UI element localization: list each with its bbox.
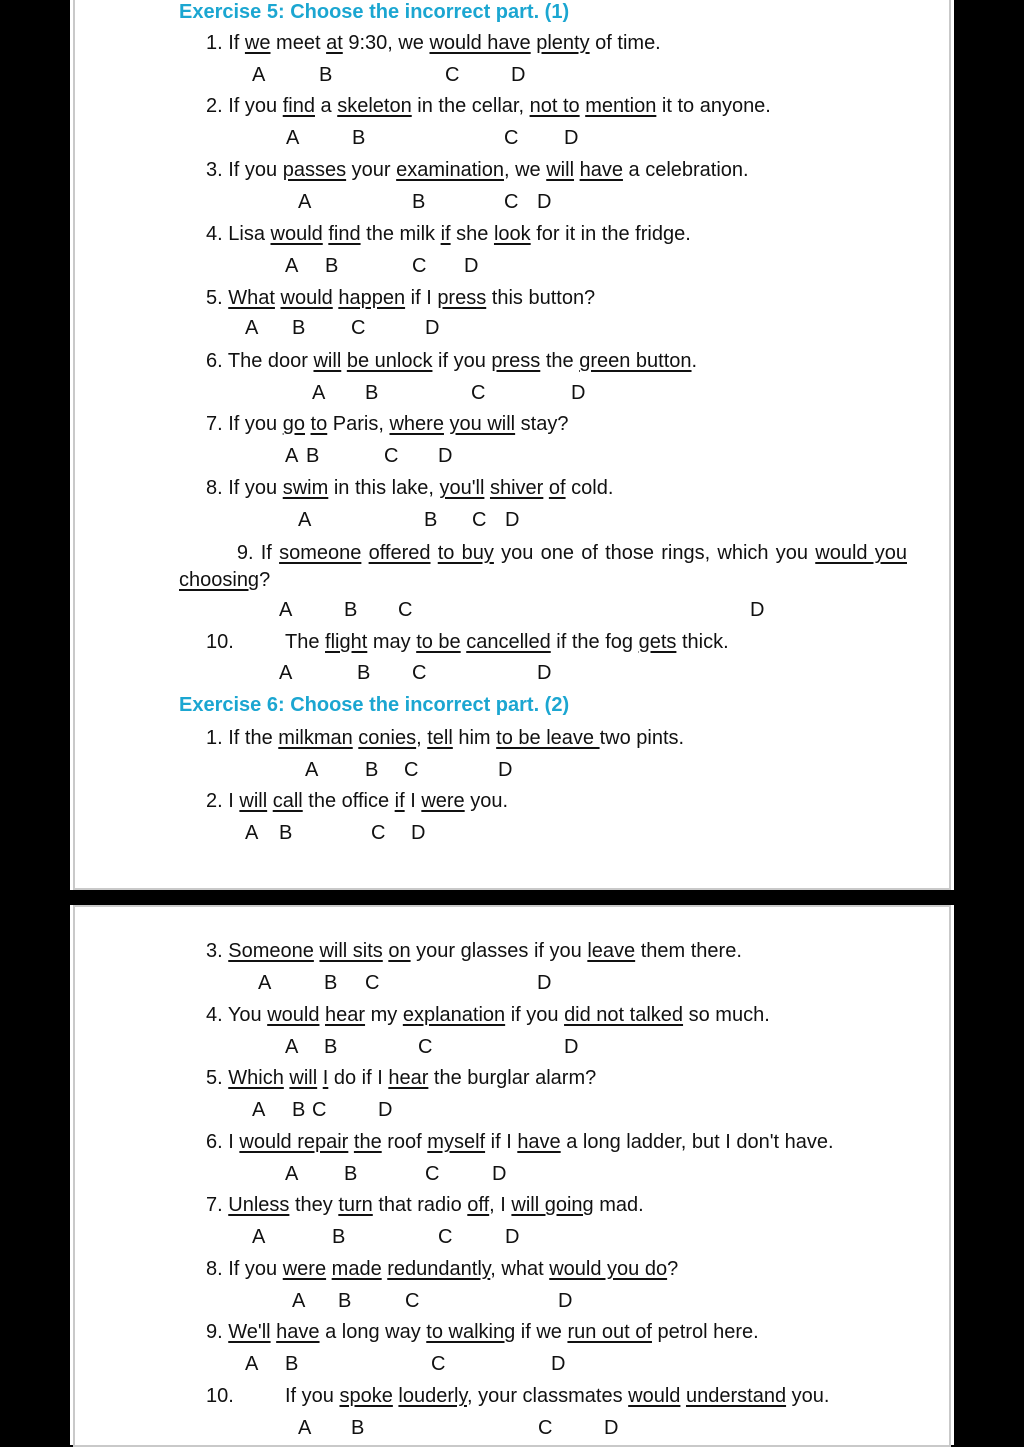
underlined-part: would bbox=[270, 223, 323, 245]
question-number: 6. bbox=[206, 350, 228, 372]
ex6-q2-label-b: B bbox=[279, 822, 293, 844]
underlined-part: you will bbox=[449, 413, 516, 435]
ex6-q8-question: 8. If you were made redundantly, what would you do? bbox=[206, 1258, 679, 1280]
ex5-q7-label-c: C bbox=[384, 445, 399, 467]
ex6-q4-label-d: D bbox=[564, 1036, 579, 1058]
page-1 bbox=[70, 0, 954, 890]
underlined-part: have bbox=[276, 1321, 320, 1343]
ex6-q5-label-a: A bbox=[252, 1099, 266, 1121]
ex5-q2-question: 2. If you find a skeleton in the cellar, not to mention it to anyone. bbox=[206, 95, 771, 117]
ex5-q2-label-a: A bbox=[286, 127, 300, 149]
ex5-q4-label-b: B bbox=[325, 255, 339, 277]
ex5-q7-label-b: B bbox=[306, 445, 320, 467]
ex6-q8-label-b: B bbox=[338, 1290, 352, 1312]
question-number: 6. bbox=[206, 1131, 229, 1153]
question-number: 8. bbox=[206, 1258, 229, 1280]
question-number: 9. bbox=[206, 1321, 229, 1343]
ex6-q3-label-c: C bbox=[365, 972, 380, 994]
ex5-q7-label-d: D bbox=[438, 445, 453, 467]
ex6-q5-label-d: D bbox=[378, 1099, 393, 1121]
ex5-q1-question: 1. If we meet at 9:30, we would have plenty of time. bbox=[206, 32, 661, 54]
ex5-q1-label-c: C bbox=[445, 64, 460, 86]
ex5-q5-label-b: B bbox=[292, 317, 306, 339]
ex6-q5-label-b: B bbox=[292, 1099, 306, 1121]
question-number: 1. bbox=[206, 727, 229, 749]
ex6-q6-label-b: B bbox=[344, 1163, 358, 1185]
ex6-q4-label-b: B bbox=[324, 1036, 338, 1058]
ex5-q10-label-c: C bbox=[412, 662, 427, 684]
ex5-q4-question: 4. Lisa would find the milk if she look for it in the fridge. bbox=[206, 223, 691, 245]
question-number: 3. bbox=[206, 159, 229, 181]
underlined-part: redundantly bbox=[387, 1258, 491, 1280]
underlined-part: mention bbox=[585, 95, 657, 117]
underlined-part: to bbox=[310, 413, 328, 435]
underlined-part: would you do bbox=[549, 1258, 668, 1280]
ex6-q1-question: 1. If the milkman conies, tell him to be leave two pints. bbox=[206, 727, 685, 749]
ex6-q10-label-a: A bbox=[298, 1417, 312, 1439]
ex5-q7-question: 7. If you go to Paris, where you will stay? bbox=[206, 413, 569, 435]
underlined-part: would repair bbox=[239, 1131, 349, 1153]
ex5-q6-label-a: A bbox=[312, 382, 326, 404]
question-number: 4. bbox=[206, 223, 229, 245]
ex6-q9-label-a: A bbox=[245, 1353, 259, 1375]
exercise-5-title: Exercise 5: Choose the incorrect part. (1) bbox=[179, 1, 570, 23]
ex5-q1-label-b: B bbox=[319, 64, 333, 86]
underlined-part: hear bbox=[388, 1067, 429, 1089]
ex5-q4-label-c: C bbox=[412, 255, 427, 277]
underlined-part: passes bbox=[282, 159, 347, 181]
ex5-q9-label-b: B bbox=[344, 599, 358, 621]
ex5-q1-label-d: D bbox=[511, 64, 526, 86]
ex6-q8-label-a: A bbox=[292, 1290, 306, 1312]
page-frame bbox=[73, 905, 951, 1447]
underlined-part: off bbox=[467, 1194, 490, 1216]
underlined-part: What bbox=[228, 287, 275, 309]
underlined-part: press bbox=[437, 287, 487, 309]
ex5-q4-label-d: D bbox=[464, 255, 479, 277]
underlined-part: shiver bbox=[489, 477, 544, 499]
underlined-part: to walking bbox=[426, 1321, 516, 1343]
ex5-q8-question: 8. If you swim in this lake, you'll shiver of cold. bbox=[206, 477, 614, 499]
question-number: 4. bbox=[206, 1004, 228, 1026]
ex6-q9-label-b: B bbox=[285, 1353, 299, 1375]
question-number: 1. bbox=[206, 32, 229, 54]
underlined-part: offered bbox=[368, 542, 431, 564]
ex6-q10-label-b: B bbox=[351, 1417, 365, 1439]
underlined-part: have bbox=[517, 1131, 561, 1153]
ex6-q10-label-d: D bbox=[604, 1417, 619, 1439]
ex6-q3-label-d: D bbox=[537, 972, 552, 994]
ex6-q7-label-b: B bbox=[332, 1226, 346, 1248]
ex5-q5-label-c: C bbox=[351, 317, 366, 339]
ex6-q1-label-a: A bbox=[305, 759, 319, 781]
ex5-q7-label-a: A bbox=[285, 445, 299, 467]
ex5-q3-question: 3. If you passes your examination, we will have a celebration. bbox=[206, 159, 749, 181]
ex5-q2-label-c: C bbox=[504, 127, 519, 149]
ex5-q9-label-c: C bbox=[398, 599, 413, 621]
ex5-q5-question: 5. What would happen if I press this button? bbox=[206, 287, 596, 309]
ex6-q6-label-d: D bbox=[492, 1163, 507, 1185]
underlined-part: have bbox=[579, 159, 623, 181]
underlined-part: where bbox=[389, 413, 444, 435]
ex5-q3-label-d: D bbox=[537, 191, 552, 213]
ex6-q6-label-c: C bbox=[425, 1163, 440, 1185]
ex5-q5-label-a: A bbox=[245, 317, 259, 339]
ex5-q9-label-a: A bbox=[279, 599, 293, 621]
ex5-q9-label-d: D bbox=[750, 599, 765, 621]
question-number: 9. bbox=[179, 542, 261, 564]
underlined-part: you'll bbox=[439, 477, 485, 499]
underlined-part: find bbox=[328, 223, 361, 245]
underlined-part: I bbox=[322, 1067, 329, 1089]
ex6-q1-label-d: D bbox=[498, 759, 513, 781]
ex6-q3-question: 3. Someone will sits on your glasses if you leave them there. bbox=[206, 940, 742, 962]
ex5-q10-label-b: B bbox=[357, 662, 371, 684]
ex6-q1-label-c: C bbox=[404, 759, 419, 781]
underlined-part: on bbox=[388, 940, 411, 962]
question-text: If you spoke louderly, your classmates would understand you. bbox=[285, 1385, 830, 1407]
question-number: 5. bbox=[206, 287, 229, 309]
underlined-part: will sits bbox=[319, 940, 383, 962]
ex6-q4-label-a: A bbox=[285, 1036, 299, 1058]
underlined-part: Unless bbox=[228, 1194, 290, 1216]
underlined-part: made bbox=[331, 1258, 382, 1280]
ex5-q2-label-b: B bbox=[352, 127, 366, 149]
question-number: 3. bbox=[206, 940, 229, 962]
ex5-q3-label-b: B bbox=[412, 191, 426, 213]
underlined-part: were bbox=[282, 1258, 327, 1280]
underlined-part: if bbox=[394, 790, 405, 812]
underlined-part: someone bbox=[279, 542, 362, 564]
question-number: 10. bbox=[206, 1385, 234, 1407]
underlined-part: were bbox=[421, 790, 465, 812]
underlined-part: leave bbox=[587, 940, 636, 962]
underlined-part: look bbox=[493, 223, 531, 245]
underlined-part: of bbox=[548, 477, 566, 499]
underlined-part: will bbox=[239, 790, 268, 812]
underlined-part: at bbox=[326, 32, 343, 54]
underlined-part: if bbox=[440, 223, 451, 245]
ex6-q9-label-c: C bbox=[431, 1353, 446, 1375]
ex6-q3-label-b: B bbox=[324, 972, 338, 994]
underlined-part: hear bbox=[325, 1004, 366, 1026]
underlined-part: We'll bbox=[228, 1321, 271, 1343]
underlined-part: tell bbox=[427, 727, 453, 749]
underlined-part: we bbox=[244, 32, 271, 54]
ex5-q5-label-d: D bbox=[425, 317, 440, 339]
underlined-part: not to bbox=[529, 95, 580, 117]
underlined-part: call bbox=[272, 790, 303, 812]
ex6-q10-question bbox=[206, 1385, 906, 1411]
ex6-q5-question: 5. Which will I do if I hear the burglar alarm? bbox=[206, 1067, 597, 1089]
question-number: 7. bbox=[206, 1194, 229, 1216]
ex6-q10-label-c: C bbox=[538, 1417, 553, 1439]
underlined-part: to be leave bbox=[496, 727, 600, 749]
underlined-part: swim bbox=[282, 477, 329, 499]
underlined-part: be unlock bbox=[346, 350, 433, 372]
ex6-q7-question: 7. Unless they turn that radio off, I will going mad. bbox=[206, 1194, 644, 1216]
ex6-q2-label-d: D bbox=[411, 822, 426, 844]
ex5-q1-label-a: A bbox=[252, 64, 266, 86]
underlined-part: to buy bbox=[437, 542, 494, 564]
underlined-part: run out of bbox=[567, 1321, 652, 1343]
ex6-q7-label-a: A bbox=[252, 1226, 266, 1248]
ex5-q2-label-d: D bbox=[564, 127, 579, 149]
underlined-part: would you choosing bbox=[179, 542, 907, 591]
ex6-q2-label-a: A bbox=[245, 822, 259, 844]
ex6-q6-question: 6. I would repair the roof myself if I have a long ladder, but I don't have. bbox=[206, 1131, 834, 1153]
question-number: 8. bbox=[206, 477, 229, 499]
underlined-part: examination bbox=[396, 159, 504, 181]
ex6-q9-label-d: D bbox=[551, 1353, 566, 1375]
ex6-q9-question: 9. We'll have a long way to walking if we run out of petrol here. bbox=[206, 1321, 759, 1343]
ex5-q8-label-c: C bbox=[472, 509, 487, 531]
ex6-q4-question: 4. You would hear my explanation if you did not talked so much. bbox=[206, 1004, 770, 1026]
ex6-q7-label-c: C bbox=[438, 1226, 453, 1248]
ex6-q2-question: 2. I will call the office if I were you. bbox=[206, 790, 509, 812]
underlined-part: did not talked bbox=[564, 1004, 684, 1026]
underlined-part: will going bbox=[511, 1194, 594, 1216]
underlined-part: plenty bbox=[536, 32, 590, 54]
ex5-q4-label-a: A bbox=[285, 255, 299, 277]
ex5-q6-label-d: D bbox=[571, 382, 586, 404]
page-2 bbox=[70, 905, 954, 1445]
underlined-part: skeleton bbox=[337, 95, 412, 117]
ex6-q6-label-a: A bbox=[285, 1163, 299, 1185]
underlined-part: will bbox=[313, 350, 342, 372]
ex5-q3-label-a: A bbox=[298, 191, 312, 213]
underlined-part: will bbox=[289, 1067, 318, 1089]
underlined-part: green button bbox=[579, 350, 692, 372]
underlined-part: milkman bbox=[278, 727, 353, 749]
underlined-part: would have bbox=[429, 32, 531, 54]
ex5-q10-label-d: D bbox=[537, 662, 552, 684]
underlined-part: go bbox=[282, 413, 305, 435]
underlined-part: the bbox=[353, 1131, 382, 1153]
underlined-part: would bbox=[267, 1004, 320, 1026]
underlined-part: press bbox=[491, 350, 541, 372]
question-number: 2. bbox=[206, 95, 229, 117]
question-text: The flight may to be cancelled if the fog gets thick. bbox=[285, 631, 729, 653]
ex5-q8-label-d: D bbox=[505, 509, 520, 531]
ex5-q10-label-a: A bbox=[279, 662, 293, 684]
underlined-part: explanation bbox=[402, 1004, 506, 1026]
ex5-q10-question bbox=[206, 631, 906, 657]
underlined-part: will bbox=[546, 159, 575, 181]
ex6-q4-label-c: C bbox=[418, 1036, 433, 1058]
underlined-part: would bbox=[280, 287, 333, 309]
ex5-q8-label-b: B bbox=[424, 509, 438, 531]
exercise-6-title: Exercise 6: Choose the incorrect part. (2) bbox=[179, 694, 570, 716]
question-number: 10. bbox=[206, 631, 234, 653]
ex6-q1-label-b: B bbox=[365, 759, 379, 781]
ex6-q5-label-c: C bbox=[312, 1099, 327, 1121]
underlined-part: Which bbox=[228, 1067, 284, 1089]
ex5-q6-label-c: C bbox=[471, 382, 486, 404]
underlined-part: conies bbox=[358, 727, 417, 749]
ex5-q8-label-a: A bbox=[298, 509, 312, 531]
underlined-part: Someone bbox=[228, 940, 314, 962]
ex6-q7-label-d: D bbox=[505, 1226, 520, 1248]
ex6-q2-label-c: C bbox=[371, 822, 386, 844]
ex5-q6-label-b: B bbox=[365, 382, 379, 404]
question-number: 5. bbox=[206, 1067, 229, 1089]
ex6-q8-label-c: C bbox=[405, 1290, 420, 1312]
underlined-part: myself bbox=[427, 1131, 486, 1153]
ex5-q6-question: 6. The door will be unlock if you press the green button. bbox=[206, 350, 698, 372]
underlined-part: find bbox=[282, 95, 315, 117]
underlined-part: happen bbox=[338, 287, 406, 309]
ex6-q8-label-d: D bbox=[558, 1290, 573, 1312]
ex6-q3-label-a: A bbox=[258, 972, 272, 994]
ex5-q3-label-c: C bbox=[504, 191, 519, 213]
underlined-part: turn bbox=[338, 1194, 373, 1216]
question-number: 7. bbox=[206, 413, 229, 435]
question-number: 2. bbox=[206, 790, 229, 812]
ex5-q9-question: 9. If someone offered to buy you one of those rings, which you would you choosing? bbox=[179, 542, 907, 591]
